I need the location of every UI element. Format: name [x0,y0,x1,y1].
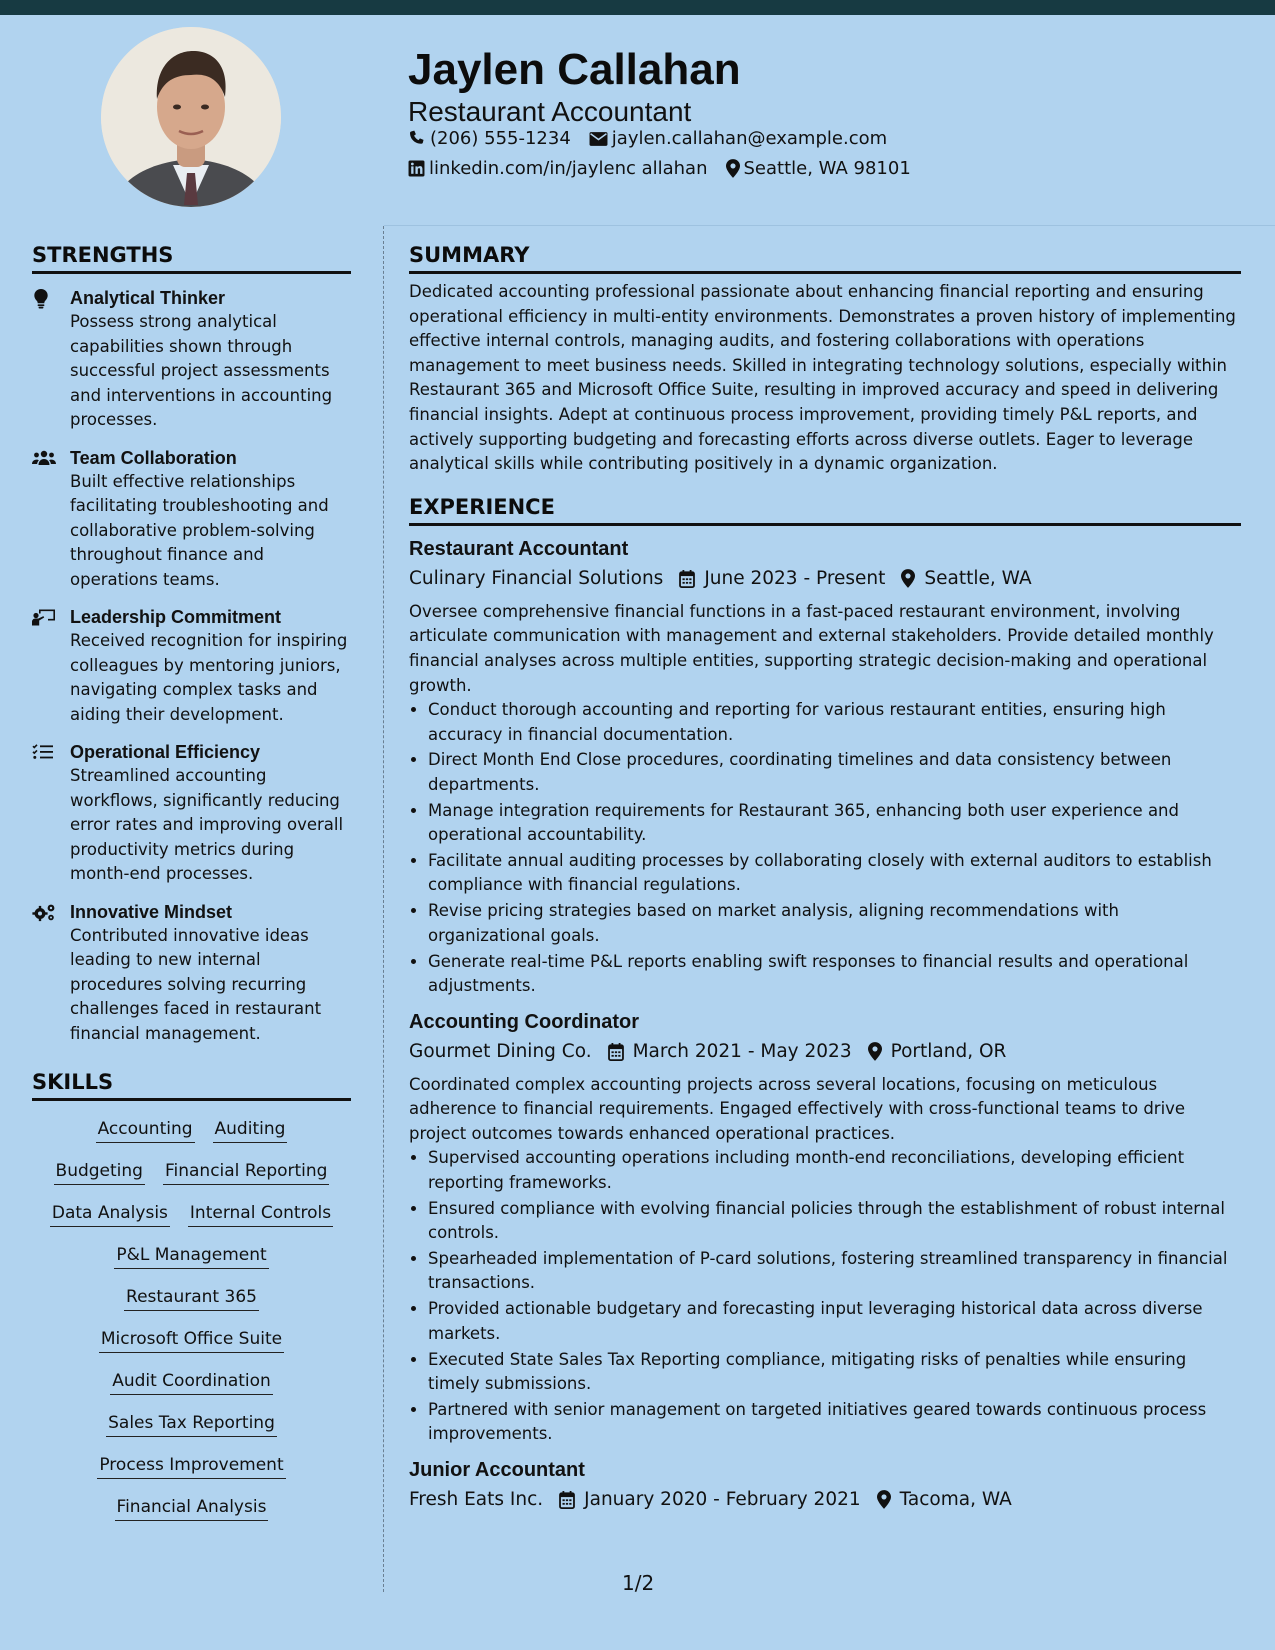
job-title: Accounting Coordinator [409,1010,639,1033]
strength-title: Operational Efficiency [70,742,261,762]
bullet-item: • Generate real-time P&L reports enabling swift responses to financial results and operational adjustments. [428,950,1241,999]
job-location [868,1037,1007,1067]
location-item [726,158,911,179]
job-dates [608,1037,852,1067]
skill-tag: Restaurant 365 [124,1285,259,1311]
strength-item [32,740,351,887]
list-check-icon [32,740,70,887]
skill-tag: Sales Tax Reporting [106,1411,277,1437]
job-bullets [409,1146,1241,1446]
calendar-icon [559,1491,575,1509]
strength-item [32,286,351,433]
map-pin-icon [726,159,740,178]
bullet-item: • Partnered with senior management on targeted initiatives geared towards continuous process improvements. [428,1398,1241,1447]
job-location [877,1485,1012,1515]
summary-text: Dedicated accounting professional passionate about enhancing financial reporting and ensuring operational efficiency in multi-entity environments. Demonstrates a proven history of implementing effective internal controls, managing audits, and fostering collaborations with operations management to meet business needs. Skilled in integrating technology solutions, especially within Restaurant 365 and Microsoft Office Suite, resulting in improved accuracy and speed in delivering financial insights. Adept at continuous process improvement, providing timely P&L reports, and actively supporting budgeting and forecasting efforts across diverse outlets. Eager to leverage analytical skills while contributing positively in a dynamic organization. [409,282,1236,474]
skills-list [32,1109,351,1529]
skill-tag: P&L Management [114,1243,268,1269]
job-location-text: Seattle, WA [924,567,1032,589]
job-dates-text: January 2020 - February 2021 [584,1488,861,1510]
skill-tag: Budgeting [54,1159,145,1185]
job-location-text: Tacoma, WA [899,1488,1012,1510]
skills-heading: SKILLS [32,1068,351,1101]
skill-tag: Process Improvement [97,1453,285,1479]
column-divider [383,226,384,1592]
job-dates [679,564,885,594]
candidate-name: Jaylen Callahan [408,45,741,94]
strength-title: Innovative Mindset [70,901,233,922]
lightbulb-icon [32,286,70,433]
strength-title: Team Collaboration [70,447,237,468]
phone-icon [408,130,426,148]
job-entry [409,1457,1241,1515]
strength-content [70,900,351,1047]
calendar-icon [608,1043,624,1061]
job-meta [409,564,1241,594]
skill-tag: Auditing [213,1117,288,1143]
skill-tag: Accounting [96,1117,195,1143]
strength-desc: Possess strong analytical capabilities shown through successful project assessments and interventions in accounting processes. [70,312,333,429]
bullet-item: • Provided actionable budgetary and forecasting input leveraging historical data across diverse markets. [428,1297,1241,1346]
bullet-item: • Ensured compliance with evolving financial policies through the establishment of robust internal controls. [428,1197,1241,1246]
calendar-icon [679,570,695,588]
job-title: Junior Accountant [409,1458,585,1481]
bullet-item: • Conduct thorough accounting and reporting for various restaurant entities, ensuring high accuracy in financial documentation. [428,698,1241,747]
linkedin-icon [408,160,425,177]
bullet-item: • Spearheaded implementation of P-card solutions, fostering streamlined transparency in financial transactions. [428,1247,1241,1296]
linkedin-text[interactable]: linkedin.com/in/jaylenc allahan [429,158,708,179]
gears-icon [32,900,70,1047]
skill-tag: Data Analysis [50,1201,170,1227]
top-bar [0,0,1275,15]
bullet-item: • Direct Month End Close procedures, coordinating timelines and data consistency between departments. [428,748,1241,797]
job-description: Coordinated complex accounting projects across several locations, focusing on meticulous adherence to financial requirements. Engaged effectively with cross-functional teams to drive project outcomes towards enhanced operational practices. [409,1074,1186,1143]
strengths-heading: STRENGTHS [32,241,351,274]
envelope-icon [589,131,608,147]
strength-content [70,740,351,887]
experience-heading: EXPERIENCE [409,493,1241,526]
bullet-item: • Supervised accounting operations including month-end reconciliations, developing efficient reporting frameworks. [428,1146,1241,1195]
job-location-text: Portland, OR [890,1040,1007,1062]
candidate-title: Restaurant Accountant [408,96,692,127]
job-entry [409,1009,1241,1447]
location-text: Seattle, WA 98101 [743,158,911,179]
bullet-item: • Manage integration requirements for Restaurant 365, enhancing both user experience and operational accountability. [428,799,1241,848]
job-description: Oversee comprehensive financial functions in a fast-paced restaurant environment, involving articulate communication with management and external stakeholders. Provide detailed monthly financial analyses across multiple entities, supporting strategic decision-making and operational growth. [409,601,1214,695]
email-text[interactable]: jaylen.callahan@example.com [611,128,888,149]
strength-content [70,446,351,593]
summary-heading: SUMMARY [409,241,1241,274]
skill-tag: Microsoft Office Suite [99,1327,284,1353]
job-company: Culinary Financial Solutions [409,567,664,589]
strength-item [32,900,351,1047]
skill-tag: Financial Reporting [163,1159,330,1185]
job-title: Restaurant Accountant [409,537,629,560]
right-column [409,241,1241,1515]
strength-desc: Streamlined accounting workflows, significantly reducing error rates and improving overall productivity metrics during month-end processes. [70,766,344,883]
page-number: 1/2 [622,1571,655,1595]
skill-tag: Financial Analysis [115,1495,269,1521]
phone-item [408,128,571,149]
contact-row-2 [408,158,929,179]
job-company: Fresh Eats Inc. [409,1488,544,1510]
strength-content [70,605,351,727]
map-pin-icon [901,569,915,588]
profile-photo [101,27,281,207]
job-entry [409,536,1241,999]
map-pin-icon [868,1042,882,1061]
header-divider [384,225,1275,226]
strength-title: Analytical Thinker [70,288,226,308]
phone-text: (206) 555-1234 [430,128,571,149]
job-meta [409,1485,1241,1515]
strength-item [32,446,351,593]
job-company: Gourmet Dining Co. [409,1040,592,1062]
strength-title: Leadership Commitment [70,607,282,627]
strength-content [70,286,351,433]
skill-tag: Audit Coordination [110,1369,273,1395]
left-column [32,241,351,1529]
job-meta [409,1037,1241,1067]
job-dates [559,1485,860,1515]
strength-desc: Built effective relationships facilitating troubleshooting and collaborative problem-solving throughout finance and operations teams. [70,471,329,589]
chalkboard-teacher-icon [32,605,70,727]
email-item[interactable] [589,128,887,149]
job-dates-text: June 2023 - Present [704,567,886,589]
bullet-item: • Facilitate annual auditing processes by collaborating closely with external auditors to establish compliance with financial regulations. [428,849,1241,898]
skill-tag: Internal Controls [188,1201,333,1227]
job-location [901,564,1031,594]
contact-row-1 [408,128,905,149]
map-pin-icon [877,1490,891,1509]
strength-desc: Contributed innovative ideas leading to new internal procedures solving recurring challenges faced in restaurant financial management. [70,925,322,1043]
strength-desc: Received recognition for inspiring colleagues by mentoring juniors, navigating complex tasks and aiding their development. [70,631,348,724]
strength-item [32,605,351,727]
bullet-item: • Executed State Sales Tax Reporting compliance, mitigating risks of penalties while ensuring timely submissions. [428,1348,1241,1397]
job-dates-text: March 2021 - May 2023 [632,1040,852,1062]
linkedin-item[interactable] [408,158,708,179]
users-icon [32,446,70,593]
bullet-item: • Revise pricing strategies based on market analysis, aligning recommendations with organizational goals. [428,899,1241,948]
job-bullets [409,698,1241,998]
